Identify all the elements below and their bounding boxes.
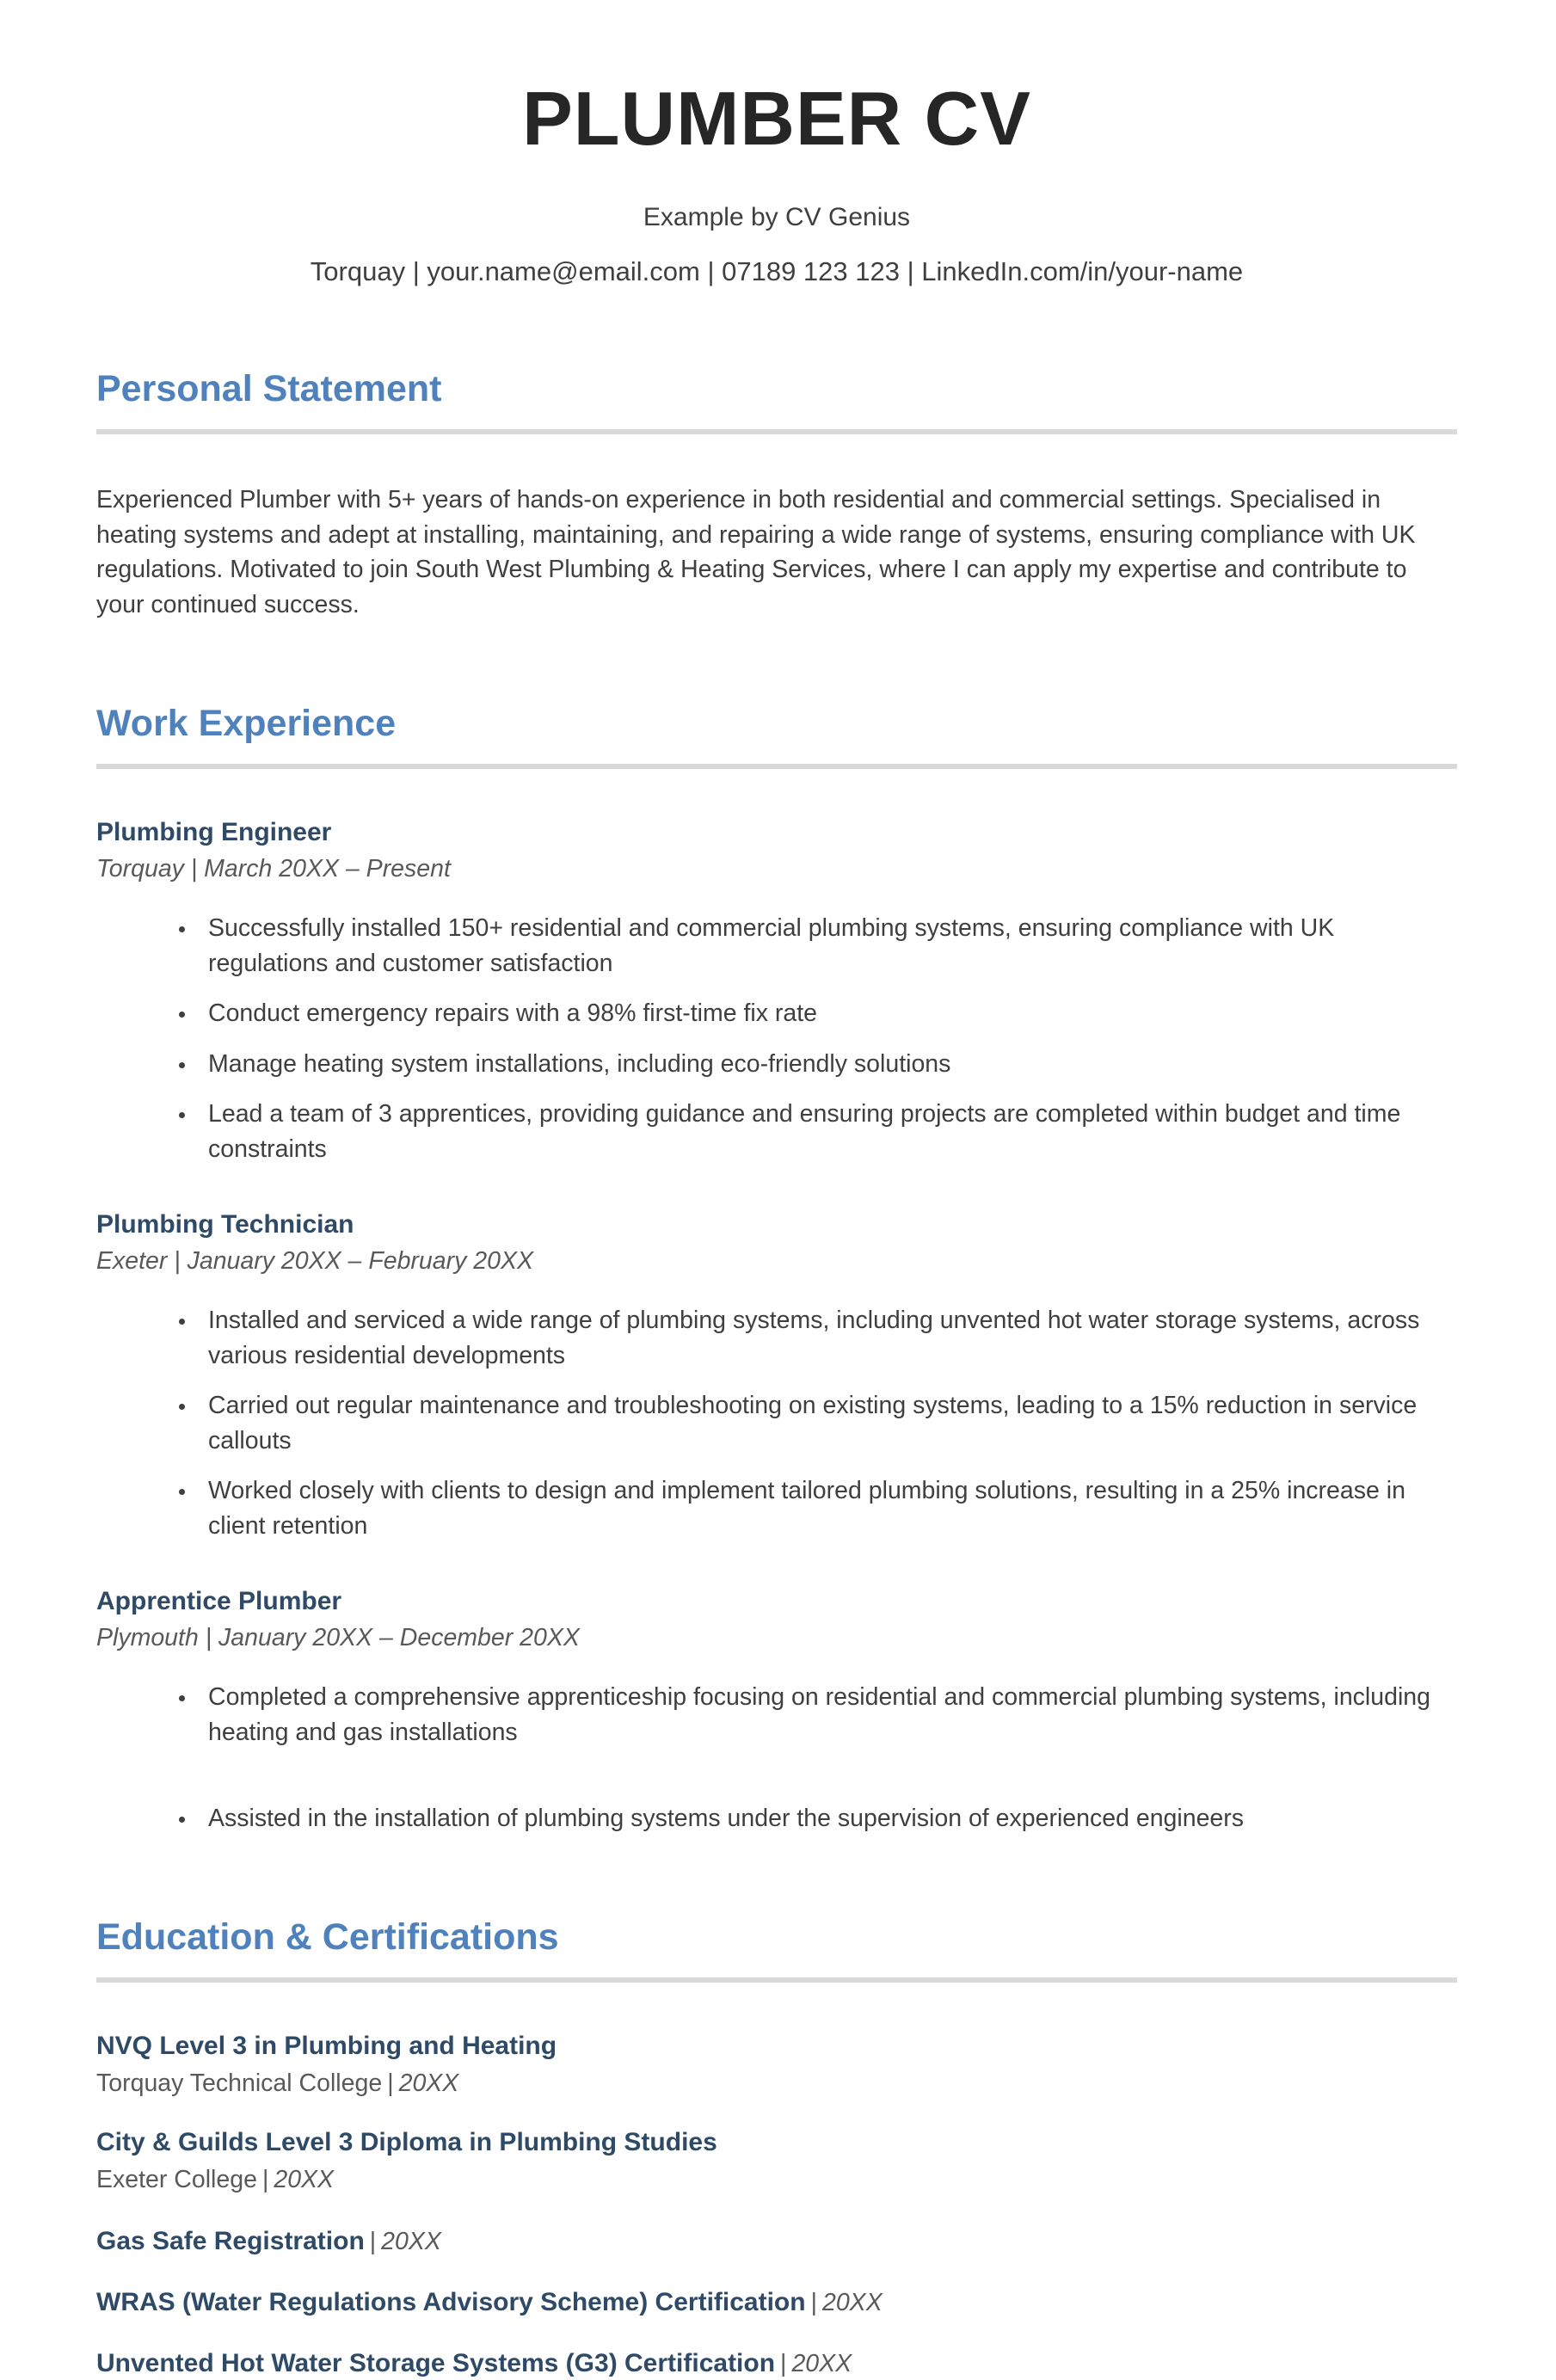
education-entry xyxy=(96,2127,1457,2196)
year: 20XX xyxy=(398,2069,459,2098)
section-personal-statement xyxy=(96,368,1457,622)
personal-statement-text: Experienced Plumber with 5+ years of hands-on experience in both residential and commercial settings. Specialised in heating systems and adept at installing, maintaining, and repairing a wide range of systems, ensuring compliance with UK regulations. Motivated to join South West Plumbing & Heating Services, where I can apply my expertise and contribute to your continued success. xyxy=(96,486,1416,618)
personal-statement-heading: Personal Statement xyxy=(96,368,442,410)
bullet: • Worked closely with clients to design and implement tailored plumbing solutions, resulting in a 25% increase in client retention xyxy=(197,1473,1457,1543)
year: 20XX xyxy=(791,2349,852,2377)
certification-title: Unvented Hot Water Storage Systems (G3) Certification xyxy=(96,2348,776,2377)
education-entry xyxy=(96,2031,1457,2100)
job-entry xyxy=(96,1586,1457,1836)
year: 20XX xyxy=(274,2166,335,2194)
certification-title: Gas Safe Registration xyxy=(96,2226,365,2255)
education-entry-title: City & Guilds Level 3 Diploma in Plumbing Studies xyxy=(96,2128,717,2157)
separator: | xyxy=(369,2227,377,2255)
bullet: • Installed and serviced a wide range of plumbing systems, including unvented hot water storage systems, across various residential developments xyxy=(197,1303,1457,1373)
job-bullet-list xyxy=(96,1680,1457,1836)
section-divider xyxy=(96,1977,1457,1983)
job-entry xyxy=(96,817,1457,1166)
section-work-experience xyxy=(96,703,1457,1836)
certification-entry xyxy=(96,2285,1457,2319)
education-entry-detail xyxy=(96,2068,1457,2100)
certification-entry xyxy=(96,2346,1457,2380)
job-title: Plumbing Engineer xyxy=(96,818,332,847)
bullet: • Successfully installed 150+ residential and commercial plumbing systems, ensuring compliance with UK regulations and customer satisfaction xyxy=(197,911,1457,981)
separator: | xyxy=(261,2166,269,2194)
job-title: Apprentice Plumber xyxy=(96,1586,342,1615)
job-entry xyxy=(96,1209,1457,1543)
education-heading: Education & Certifications xyxy=(96,1916,559,1959)
bullet: • Manage heating system installations, including eco-friendly solutions xyxy=(197,1047,1457,1081)
job-meta: Exeter | January 20XX – February 20XX xyxy=(96,1247,534,1276)
section-divider xyxy=(96,429,1457,434)
education-entry-title: NVQ Level 3 in Plumbing and Heating xyxy=(96,2032,557,2061)
subtitle: Example by CV Genius xyxy=(643,203,911,232)
separator: | xyxy=(780,2349,787,2377)
year: 20XX xyxy=(821,2288,883,2316)
page-title: PLUMBER CV xyxy=(522,76,1031,161)
cv-header xyxy=(96,76,1457,287)
bullet: • Assisted in the installation of plumbing systems under the supervision of experienced engineers xyxy=(197,1801,1457,1836)
bullet: • Carried out regular maintenance and troubleshooting on existing systems, leading to a 15% reduction in service callouts xyxy=(197,1388,1457,1458)
work-experience-heading: Work Experience xyxy=(96,703,397,745)
job-title: Plumbing Technician xyxy=(96,1210,354,1239)
certification-title: WRAS (Water Regulations Advisory Scheme) Certification xyxy=(96,2287,806,2316)
section-divider xyxy=(96,764,1457,769)
job-bullet-list xyxy=(96,1303,1457,1543)
bullet: • Completed a comprehensive apprenticeship focusing on residential and commercial plumbing systems, including heating and gas installations xyxy=(197,1680,1457,1750)
job-bullet-list xyxy=(96,911,1457,1166)
year: 20XX xyxy=(381,2227,441,2255)
bullet: • Lead a team of 3 apprentices, providing guidance and ensuring projects are completed within budget and time constraints xyxy=(197,1097,1457,1166)
section-education-certifications xyxy=(96,1916,1457,2379)
education-entry-detail xyxy=(96,2164,1457,2196)
contact-line: Torquay | your.name@email.com | 07189 123 123 | LinkedIn.com/in/your-name xyxy=(310,256,1244,287)
school-name: Torquay Technical College xyxy=(96,2069,383,2098)
job-meta: Plymouth | January 20XX – December 20XX xyxy=(96,1623,580,1651)
bullet: • Conduct emergency repairs with a 98% first-time fix rate xyxy=(197,996,1457,1030)
separator: | xyxy=(810,2288,817,2316)
separator: | xyxy=(387,2069,394,2098)
certification-entry xyxy=(96,2224,1457,2258)
school-name: Exeter College xyxy=(96,2166,257,2194)
job-meta: Torquay | March 20XX – Present xyxy=(96,855,451,883)
